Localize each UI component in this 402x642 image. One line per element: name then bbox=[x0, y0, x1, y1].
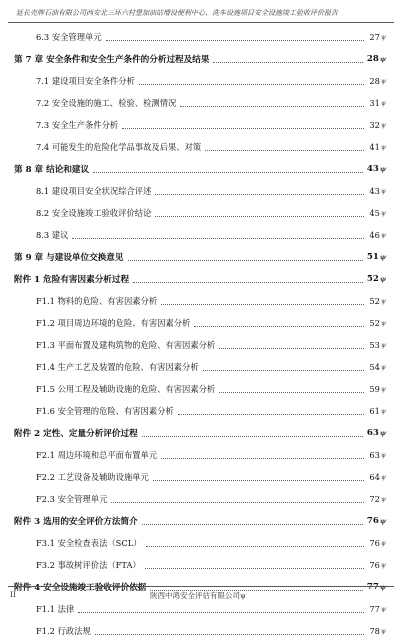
paragraph-mark: ψ bbox=[379, 55, 386, 63]
toc-dot-leader bbox=[111, 502, 364, 503]
toc-entry-label: 8.2 安全设施竣工验收评价结论 bbox=[36, 208, 152, 218]
footer-company: 陕西中鸿安全评估有限公司ψ bbox=[150, 591, 246, 600]
toc-dot-leader bbox=[153, 480, 364, 481]
toc-entry-label: 7.2 安全设施的施工、检验、检测情况 bbox=[36, 98, 177, 108]
toc-entry-label: F1.2 项目周边环境的危险、有害因素分析 bbox=[36, 318, 191, 328]
toc-section-entry[interactable] bbox=[14, 26, 386, 48]
paragraph-mark: ψ bbox=[380, 297, 386, 305]
toc-page-number: 61 bbox=[369, 406, 380, 416]
toc-dot-leader bbox=[194, 326, 364, 327]
toc-page-number: 41 bbox=[369, 142, 380, 152]
toc-dot-leader bbox=[142, 524, 363, 525]
toc-dot-leader bbox=[155, 216, 363, 217]
toc-dot-leader bbox=[139, 84, 364, 85]
toc-page-number: 53 bbox=[369, 340, 380, 350]
toc-section-entry[interactable] bbox=[14, 136, 386, 158]
toc-page-number: 45 bbox=[369, 208, 380, 218]
toc-dot-leader bbox=[133, 282, 363, 283]
paragraph-mark: ψ bbox=[380, 363, 386, 371]
toc-entry-label: 附件 1 危险有害因素分析过程 bbox=[14, 275, 130, 285]
toc-section-entry[interactable] bbox=[14, 334, 386, 356]
toc-dot-leader bbox=[178, 414, 364, 415]
toc-entry-label: F3.2 事故树评价法（FTA） bbox=[36, 560, 141, 570]
toc-chapter-entry[interactable] bbox=[14, 48, 386, 70]
footer-page-number: II bbox=[10, 590, 16, 599]
toc-dot-leader bbox=[72, 238, 363, 239]
toc-page-number: 43 bbox=[366, 164, 379, 174]
toc-page-number: 32 bbox=[369, 120, 380, 130]
toc-page-number: 28 bbox=[369, 76, 380, 86]
paragraph-mark: ψ bbox=[380, 627, 386, 635]
toc-dot-leader bbox=[93, 172, 363, 173]
running-header: 延长壳牌石油有限公司西安北三环六村堡加油站增设便利中心、洗车设施项目安全设施竣工验收评价报告 bbox=[16, 9, 338, 17]
toc-page-number: 46 bbox=[369, 230, 380, 240]
toc-chapter-entry[interactable] bbox=[14, 422, 386, 444]
toc-page-number: 52 bbox=[369, 318, 380, 328]
toc-entry-label: 第 7 章 安全条件和安全生产条件的分析过程及结果 bbox=[14, 55, 210, 65]
toc-page-number: 54 bbox=[369, 362, 380, 372]
paragraph-mark: ψ bbox=[380, 33, 386, 41]
table-of-contents bbox=[14, 26, 386, 642]
toc-dot-leader bbox=[106, 40, 364, 41]
paragraph-mark: ψ bbox=[380, 209, 386, 217]
toc-page-number: 27 bbox=[369, 32, 380, 42]
toc-dot-leader bbox=[122, 128, 364, 129]
toc-section-entry[interactable] bbox=[14, 114, 386, 136]
toc-section-entry[interactable] bbox=[14, 378, 386, 400]
toc-section-entry[interactable] bbox=[14, 554, 386, 576]
toc-entry-label: 7.1 建设项目安全条件分析 bbox=[36, 76, 135, 86]
paragraph-mark: ψ bbox=[380, 407, 386, 415]
toc-entry-label: 附件 4 安全设施竣工验收评价依据 bbox=[14, 583, 147, 593]
toc-section-entry[interactable] bbox=[14, 488, 386, 510]
paragraph-mark: ψ bbox=[380, 143, 386, 151]
toc-page-number: 63 bbox=[369, 450, 380, 460]
paragraph-mark: ψ bbox=[380, 473, 386, 481]
toc-page-number: 72 bbox=[369, 494, 380, 504]
toc-page-number: 52 bbox=[366, 274, 379, 284]
toc-section-entry[interactable] bbox=[14, 598, 386, 620]
toc-section-entry[interactable] bbox=[14, 312, 386, 334]
toc-dot-leader bbox=[145, 568, 364, 569]
toc-section-entry[interactable] bbox=[14, 444, 386, 466]
toc-page-number: 31 bbox=[369, 98, 380, 108]
toc-dot-leader bbox=[180, 106, 364, 107]
toc-entry-label: 6.3 安全管理单元 bbox=[36, 32, 102, 42]
toc-entry-label: F3.1 安全检查表法（SCL） bbox=[36, 538, 142, 548]
toc-dot-leader bbox=[95, 634, 364, 635]
toc-entry-label: F2.3 安全管理单元 bbox=[36, 494, 108, 504]
paragraph-mark: ψ bbox=[380, 561, 386, 569]
paragraph-mark: ψ bbox=[380, 187, 386, 195]
toc-section-entry[interactable] bbox=[14, 202, 386, 224]
paragraph-mark: ψ bbox=[380, 319, 386, 327]
paragraph-mark: ψ bbox=[380, 495, 386, 503]
toc-section-entry[interactable] bbox=[14, 466, 386, 488]
toc-page-number: 43 bbox=[369, 186, 380, 196]
toc-chapter-entry[interactable] bbox=[14, 158, 386, 180]
paragraph-mark: ψ bbox=[379, 165, 386, 173]
toc-section-entry[interactable] bbox=[14, 400, 386, 422]
toc-page-number: 78 bbox=[369, 626, 380, 636]
paragraph-mark: ψ bbox=[379, 275, 386, 283]
toc-page-number: 28 bbox=[366, 54, 379, 64]
paragraph-mark: ψ bbox=[380, 385, 386, 393]
toc-page-number: 52 bbox=[369, 296, 380, 306]
paragraph-mark: ψ bbox=[379, 253, 386, 261]
paragraph-mark: ψ bbox=[379, 429, 386, 437]
toc-entry-label: F1.1 物料的危险、有害因素分析 bbox=[36, 296, 158, 306]
toc-entry-label: 7.4 可能发生的危险化学品事故及后果、对策 bbox=[36, 142, 202, 152]
toc-entry-label: F1.3 平面布置及建构筑物的危险、有害因素分析 bbox=[36, 340, 216, 350]
paragraph-mark: ψ bbox=[379, 583, 386, 591]
toc-page-number: 77 bbox=[366, 582, 379, 592]
toc-dot-leader bbox=[161, 458, 364, 459]
paragraph-mark: ψ bbox=[379, 517, 386, 525]
toc-page-number: 59 bbox=[369, 384, 380, 394]
toc-dot-leader bbox=[146, 546, 364, 547]
toc-entry-label: F1.5 公用工程及辅助设施的危险、有害因素分析 bbox=[36, 384, 216, 394]
toc-dot-leader bbox=[155, 194, 363, 195]
toc-entry-label: 8.1 建设项目安全状况综合评述 bbox=[36, 186, 152, 196]
toc-entry-label: 7.3 安全生产条件分析 bbox=[36, 120, 119, 130]
toc-section-entry[interactable] bbox=[14, 290, 386, 312]
toc-chapter-entry[interactable] bbox=[14, 246, 386, 268]
toc-section-entry[interactable] bbox=[14, 532, 386, 554]
toc-entry-label: 第 8 章 结论和建议 bbox=[14, 165, 90, 175]
toc-page-number: 77 bbox=[369, 604, 380, 614]
toc-section-entry[interactable] bbox=[14, 620, 386, 642]
toc-dot-leader bbox=[213, 62, 362, 63]
paragraph-mark: ψ bbox=[380, 605, 386, 613]
toc-entry-label: 附件 3 选用的安全评价方法简介 bbox=[14, 517, 138, 527]
toc-entry-label: 第 9 章 与建设单位交换意见 bbox=[14, 253, 124, 263]
toc-chapter-entry[interactable] bbox=[14, 510, 386, 532]
toc-entry-label: 8.3 建议 bbox=[36, 230, 69, 240]
toc-dot-leader bbox=[161, 304, 364, 305]
toc-page-number: 76 bbox=[369, 538, 380, 548]
toc-page-number: 63 bbox=[366, 428, 379, 438]
footer-rule bbox=[8, 586, 394, 587]
toc-dot-leader bbox=[203, 370, 364, 371]
toc-entry-label: F1.6 安全管理的危险、有害因素分析 bbox=[36, 406, 174, 416]
paragraph-mark: ψ bbox=[380, 77, 386, 85]
toc-section-entry[interactable] bbox=[14, 356, 386, 378]
toc-section-entry[interactable] bbox=[14, 224, 386, 246]
paragraph-mark: ψ bbox=[380, 341, 386, 349]
toc-dot-leader bbox=[128, 260, 363, 261]
toc-section-entry[interactable] bbox=[14, 92, 386, 114]
toc-page-number: 76 bbox=[369, 560, 380, 570]
toc-section-entry[interactable] bbox=[14, 70, 386, 92]
paragraph-mark: ψ bbox=[380, 231, 386, 239]
toc-section-entry[interactable] bbox=[14, 180, 386, 202]
toc-dot-leader bbox=[78, 612, 364, 613]
toc-dot-leader bbox=[219, 348, 364, 349]
toc-dot-leader bbox=[142, 436, 363, 437]
paragraph-mark: ψ bbox=[380, 99, 386, 107]
toc-entry-label: 附件 2 定性、定量分析评价过程 bbox=[14, 429, 138, 439]
toc-entry-label: F1.1 法律 bbox=[36, 604, 75, 614]
toc-entry-label: F2.1 周边环境和总平面布置单元 bbox=[36, 450, 158, 460]
toc-dot-leader bbox=[205, 150, 364, 151]
paragraph-mark: ψ bbox=[380, 539, 386, 547]
toc-entry-label: F1.4 生产工艺及装置的危险、有害因素分析 bbox=[36, 362, 199, 372]
paragraph-mark: ψ bbox=[380, 121, 386, 129]
toc-dot-leader bbox=[219, 392, 364, 393]
toc-entry-label: F1.2 行政法规 bbox=[36, 626, 91, 636]
toc-page-number: 64 bbox=[369, 472, 380, 482]
header-rule bbox=[8, 22, 394, 23]
toc-chapter-entry[interactable] bbox=[14, 268, 386, 290]
toc-page-number: 51 bbox=[366, 252, 379, 262]
toc-page-number: 76 bbox=[366, 516, 379, 526]
toc-entry-label: F2.2 工艺设备及辅助设施单元 bbox=[36, 472, 149, 482]
paragraph-mark: ψ bbox=[380, 451, 386, 459]
